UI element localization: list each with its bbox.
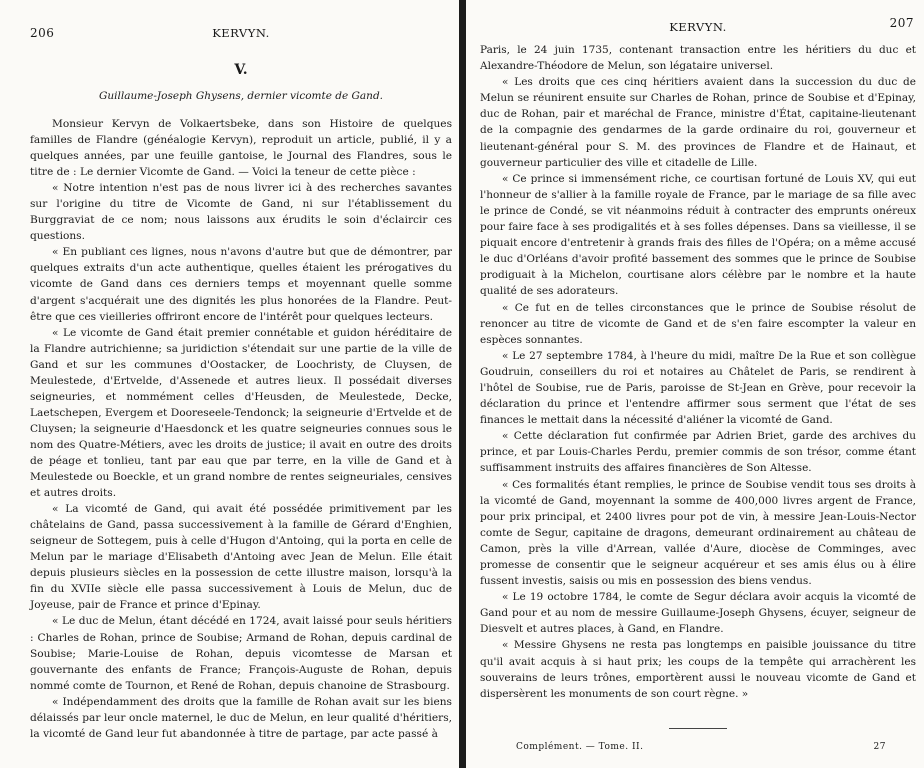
running-title: KERVYN.: [212, 26, 270, 40]
paragraph: Paris, le 24 juin 1735, contenant transaction entre les héritiers du duc et Alexandre-Théodore de Melun, son légataire universel.: [480, 44, 916, 73]
paragraph: « Le 27 septembre 1784, à l'heure du midi, maître De la Rue et son collègue Goudruin, conseillers du roi et notaires au Châtelet de Paris, se rendirent à l'hôtel de Soubise, rue de Paris, paroisse de St-Jean en Grève, pour recevoir la déclaration du prince et l'entendre affirmer sous serment que l'état de ses finances le mettait dans la nécessité d'aliéner la vicomté de Gand.: [480, 349, 916, 427]
paragraph: « Notre intention n'est pas de nous livrer ici à des recherches savantes sur l'origine du titre de Vicomte de Gand, ni sur l'établissement du Burggraviat de ce nom; nous laissons aux érudits le soin d'éclaircir ces questions.: [30, 182, 452, 243]
paragraph: « Les droits que ces cinq héritiers avaient dans la succession du duc de Melun se réunirent ensuite sur Charles de Rohan, prince de Soubise et d'Epinay, duc de Rohan, pair et maréchal de France, ministre d'État, capitaine-lieutenant de la compagnie des gendarmes de la garde ordinaire du roi, gouverneur et lieutenant-général pour S. M. des provinces de Flandre et de Hainaut, et gouverneur particulier des ville et citadelle de Lille.: [480, 76, 916, 169]
paragraph: « Cette déclaration fut confirmée par Adrien Briet, garde des archives du prince, et par Louis-Charles Perdu, premier commis de son trésor, comme étant suffisamment instruits des affaires financières de Son Altesse.: [480, 430, 916, 475]
footer-sheet-number: 27: [873, 742, 886, 752]
book-gutter: [459, 0, 466, 768]
section-number: V.: [234, 62, 248, 78]
paragraph: « En publiant ces lignes, nous n'avons d'autre but que de démontrer, par quelques extraits d'un acte authentique, quelles étaient les prérogatives du vicomte de Gand dans ces derniers temps et moyennant quelle somme d'argent s'acquérait une des dignités les plus honorées de la Flandre. Peut-être que ces vieilleries offriront encore de l'intérêt pour quelques lecteurs.: [30, 246, 452, 323]
paragraph: « Ce prince si immensément riche, ce courtisan fortuné de Louis XV, qui eut l'honneur de s'allier à la famille royale de France, par le mariage de sa fille avec le prince de Condé, se vit néanmoins réduit à contracter des emprunts onéreux pour faire face à ses prodigalités et à ses folles dépenses. Dans sa vieillesse, il se piquait encore d'entretenir à grands frais des filles de l'Opéra; on a même accusé le duc d'Orléans d'avoir profité bassement des sommes que le prince de Soubise prodiguait à la Michelon, courtisane alors célèbre par le nombre et la haute qualité de ses adorateurs.: [480, 172, 916, 298]
paragraph: « La vicomté de Gand, qui avait été possédée primitivement par les châtelains de Gand, passa successivement à la famille de Gérard d'Enghien, seigneur de Sottegem, puis à celle d'Hugon d'Antoing, qui la porta en celle de Melun par le mariage d'Elisabeth d'Antoing avec Jean de Melun. Elle était depuis plusieurs siècles en la possession de cette illustre maison, lorsqu'à la fin du XVIIe siècle elle passa successivement à Louis de Melun, duc de Joyeuse, pair de France et prince d'Epinay.: [30, 503, 452, 612]
paragraph: « Ces formalités étant remplies, le prince de Soubise vendit tous ses droits à la vicomté de Gand, moyennant la somme de 400,000 livres argent de France, pour prix principal, et 2400 livres pour pot de vin, à messire Jean-Louis-Nector comte de Segur, capitaine de dragons, demeurant ordinairement au château de Camon, près la ville d'Arrean, vallée d'Aure, diocèse de Comminges, avec promesse de consentir que le seigneur acquéreur et ses amis élus ou à élire fussent investis, saisis ou mis en possession des biens vendus.: [480, 478, 916, 588]
paragraph: Monsieur Kervyn de Volkaertsbeke, dans son Histoire de quelques familles de Flandre (généalogie Kervyn), reproduit un article, publié, il y a quelques années, par une feuille gantoise, le Journal des Flandres, sous le titre de : Le dernier Vicomte de Gand. — Voici la teneur de cette pièce :: [30, 118, 452, 179]
paragraph: « Le duc de Melun, étant décédé en 1724, avait laissé pour seuls héritiers : Charles de Rohan, prince de Soubise; Armand de Rohan, depuis cardinal de Soubise; Marie-Louise de Rohan, depuis vicomtesse de Marsan et gouvernante des enfants de France; François-Auguste de Rohan, depuis nommé comte de Tournon, et René de Rohan, depuis chanoine de Strasbourg.: [30, 615, 452, 692]
page-number: 207: [889, 16, 914, 30]
paragraph: « Le vicomte de Gand était premier connétable et guidon héréditaire de la Flandre autrichienne; sa juridiction s'étendait sur une partie de la ville de Gand et sur les communes d'Oostacker, de Loochristy, de Cluysen, de Meulestede, d'Ertvelde, d'Assenede et autres lieux. Il possédait diverses seigneuries, et nommément celles d'Heusden, de Meulestede, Decke, Laetschepen, Evergem et Dooreseele-Tendonck; la seigneurie d'Ertvelde et de Cluysen; la seigneurie d'Haesdonck et les quatre seigneuries connues sous le nom des Quatre-Métiers, avec les droits de justice; il avait en outre des droits de péage et tonlieu, tant par eau que par terre, en la ville de Gand et à Meulestede ou Boeckle, et un grand nombre de rentes seigneuriales, censives et autres droits.: [30, 326, 452, 500]
paragraph: « Indépendamment des droits que la famille de Rohan avait sur les biens délaissés par leur oncle maternel, le duc de Melun, en leur qualité d'héritiers, la vicomté de Gand leur fut abandonnée à titre de partage, par acte passé à: [30, 695, 452, 740]
footer-signature: Complément. — Tome. II.: [516, 742, 644, 752]
paragraph: « Ce fut en de telles circonstances que le prince de Soubise résolut de renoncer au titre de vicomte de Gand et de s'en faire escompter la valeur en espèces sonnantes.: [480, 301, 916, 346]
running-title: KERVYN.: [669, 20, 727, 34]
paragraph: « Messire Ghysens ne resta pas longtemps en paisible jouissance du titre qu'il avait acquis à si haut prix; les coups de la tempête qui arrachèrent les souverains de leurs trônes, emportèrent aussi le nouveau vicomte de Gand et dispersèrent les monuments de son court règne. »: [480, 639, 916, 700]
page-number: 206: [30, 26, 55, 40]
right-page-header: [480, 16, 916, 42]
section-subtitle: Guillaume-Joseph Ghysens, dernier vicomte de Gand.: [98, 90, 384, 102]
left-page-header: [30, 26, 452, 48]
paragraph: « Le 19 octobre 1784, le comte de Segur déclara avoir acquis la vicomté de Gand pour et au nom de messire Guillaume-Joseph Ghysens, écuyer, seigneur de Diesvelt et autres places, à Gand, en Flandre.: [480, 591, 916, 636]
end-rule: [669, 728, 727, 729]
right-page: [466, 0, 924, 768]
